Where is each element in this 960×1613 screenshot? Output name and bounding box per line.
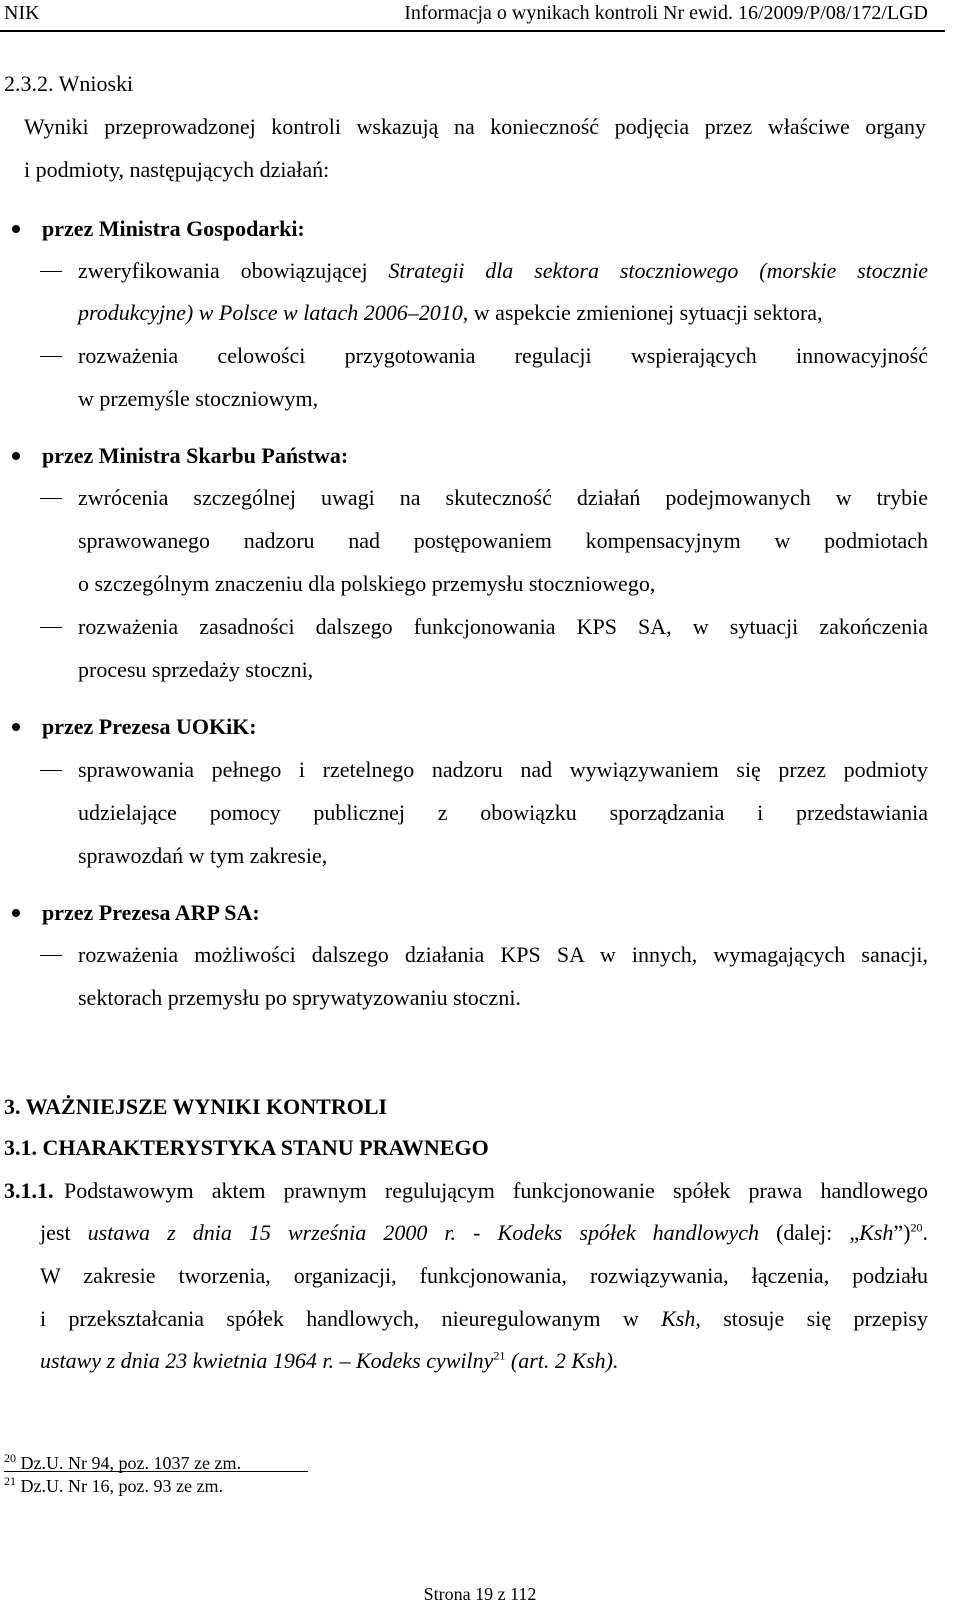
group-title-arp: przez Prezesa ARP SA:: [42, 900, 260, 925]
section-heading-conclusions: 2.3.2. Wnioski: [4, 71, 134, 96]
list-item-line: sprawozdań w tym zakresie,: [78, 843, 328, 868]
subsection-heading-legal: 3.1. CHARAKTERYSTYKA STANU PRAWNEGO: [4, 1135, 489, 1160]
list-item-line: o szczególnym znaczeniu dla polskiego przemysłu stoczniowego,: [78, 571, 656, 596]
paragraph-number: 3.1.1.: [4, 1178, 54, 1203]
dash-icon: [40, 498, 62, 499]
bullet-icon: [12, 723, 20, 731]
list-item-line: udzielające pomocy publicznej z obowiązku sporządzania i przedstawiania: [78, 800, 928, 825]
list-item-line: sprawowania pełnego i rzetelnego nadzoru nad wywiązywaniem się przez podmioty: [78, 757, 928, 782]
header-org: NIK: [4, 2, 40, 24]
page-number: Strona 19 z 112: [423, 1584, 537, 1604]
section-heading-results: 3. WAŻNIEJSZE WYNIKI KONTROLI: [4, 1094, 388, 1119]
paragraph-line: W zakresie tworzenia, organizacji, funkcjonowania, rozwiązywania, łączenia, podziału: [40, 1263, 928, 1288]
bullet-icon: [12, 225, 20, 233]
group-title-minister-economy: przez Ministra Gospodarki:: [42, 216, 305, 241]
bullet-icon: [12, 452, 20, 460]
dash-icon: [40, 627, 62, 628]
list-item-line: sektorach przemysłu po sprywatyzowaniu stoczni.: [78, 985, 521, 1010]
paragraph-line: i przekształcania spółek handlowych, nieuregulowanym w Ksh, stosuje się przepisy: [40, 1306, 928, 1331]
paragraph-line: jest ustawa z dnia 15 września 2000 r. - Kodeks spółek handlowych (dalej: „Ksh”)$^{20}$.: [40, 1220, 928, 1245]
intro-line-2: i podmioty, następujących działań:: [24, 157, 330, 182]
page-header: [0, 0, 945, 32]
header-report-title: Informacja o wynikach kontroli Nr ewid. 16/2009/P/08/172/LGD: [404, 2, 928, 24]
list-item-line: sprawowanego nadzoru nad postępowaniem kompensacyjnym w podmiotach: [78, 528, 928, 553]
footnote-20: $^{20}$ Dz.U. Nr 94, poz. 1037 ze zm.: [4, 1451, 241, 1473]
list-item-line: produkcyjne) w Polsce w latach 2006–2010, w aspekcie zmienionej sytuacji sektora,: [78, 300, 823, 325]
list-item-line: rozważenia zasadności dalszego funkcjonowania KPS SA, w sytuacji zakończenia: [78, 614, 928, 639]
list-item-line: rozważenia możliwości dalszego działania KPS SA w innych, wymagających sanacji,: [78, 942, 928, 967]
footnote-21: $^{21}$ Dz.U. Nr 16, poz. 93 ze zm.: [4, 1474, 223, 1496]
group-title-uokik: przez Prezesa UOKiK:: [42, 714, 257, 739]
paragraph-line: Podstawowym aktem prawnym regulującym funkcjonowanie spółek prawa handlowego: [64, 1178, 928, 1203]
list-item-line: w przemyśle stoczniowym,: [78, 386, 319, 411]
bullet-icon: [12, 909, 20, 917]
list-item-line: procesu sprzedaży stoczni,: [78, 657, 314, 682]
paragraph-line: ustawy z dnia 23 kwietnia 1964 r. – Kodeks cywilny$^{21}$ (art. 2 Ksh).: [40, 1348, 619, 1373]
dash-icon: [40, 356, 62, 357]
dash-icon: [40, 271, 62, 272]
dash-icon: [40, 770, 62, 771]
list-item-line: zwrócenia szczególnej uwagi na skuteczność działań podejmowanych w trybie: [78, 485, 928, 510]
intro-line-1: Wyniki przeprowadzonej kontroli wskazują na konieczność podjęcia przez właściwe organy: [24, 114, 926, 139]
list-item-line: rozważenia celowości przygotowania regulacji wspierających innowacyjność: [78, 343, 928, 368]
dash-icon: [40, 955, 62, 956]
list-item-line: zweryfikowania obowiązującej Strategii dla sektora stoczniowego (morskie stocznie: [78, 258, 928, 283]
group-title-minister-treasury: przez Ministra Skarbu Państwa:: [42, 443, 349, 468]
